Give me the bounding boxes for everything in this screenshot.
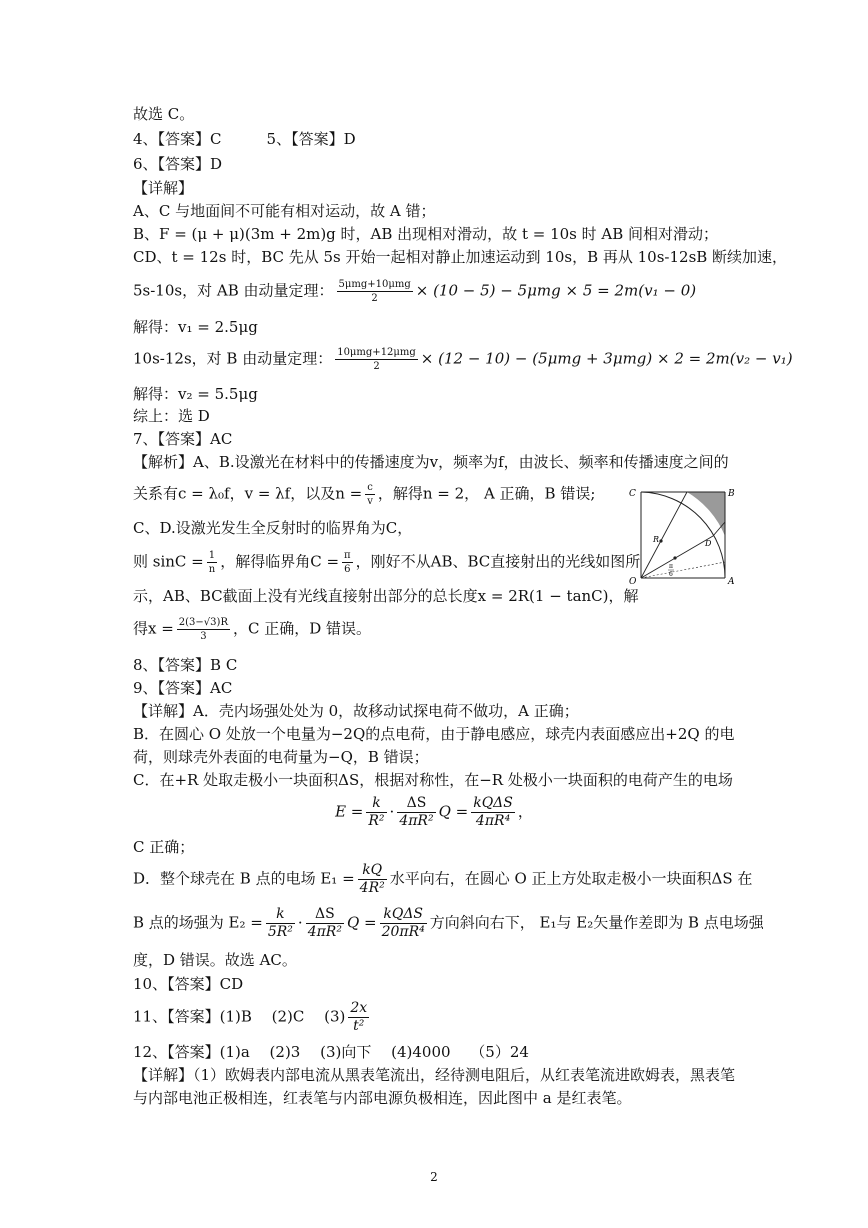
optics-figure: [625, 484, 743, 586]
label-d: D: [705, 539, 712, 548]
angle-den: 6: [669, 571, 673, 578]
equation-line: 则 sinC = $\frac{1}{n}$ ，解得临界角C = $\frac{\pi}{6}$ ，刚好不从AB、BC直接射出的光线如图所: [133, 550, 641, 575]
equation-line: 得x = $\frac{2(3-√3)R}{3}$ ，C 正确，D 错误。: [133, 617, 372, 642]
text-line: 解得：v₁ = 2.5μg: [133, 318, 258, 336]
text-line: 12、【答案】(1)a (2)3 (3)向下 (4)4000 （5）24: [133, 1043, 529, 1061]
equation-line: 关系有c = λ₀f，v = λf，以及n = $\frac{c}{v}$ ，解得n = 2， A 正确，B 错误;: [133, 482, 596, 507]
text-line: 4、【答案】C 5、【答案】D: [133, 130, 356, 148]
equation-line: 11、【答案】(1)B (2)C (3) $\frac{2x}{\text{t²}}$: [133, 1000, 368, 1034]
text-line: 【详解】A．壳内场强处处为 0，故移动试探电荷不做功，A 正确；: [133, 702, 579, 720]
text-line: 与内部电池正极相连，红表笔与内部电源负极相连，因此图中 a 是红表笔。: [133, 1089, 632, 1107]
text-line: 6、【答案】D: [133, 155, 223, 173]
label-c: C: [629, 489, 636, 499]
label-a: A: [728, 577, 735, 586]
text-line: 8、【答案】B C: [133, 656, 238, 674]
equation-line: D．整个球壳在 B 点的电场 E₁ = $\frac{kQ}{\text{4R²}}$ 水平向右，在圆心 O 正上方处取走极小一块面积ΔS 在: [133, 862, 753, 896]
text-line: B．在圆心 O 处放一个电量为−2Q的点电荷，由于静电感应，球壳内表面感应出+2Q 的电: [133, 725, 735, 743]
text-line: CD、t = 12s 时，BC 先从 5s 开始一起相对静止加速运动到 10s，B 再从 10s-12sB 断续加速，: [133, 248, 788, 266]
text-line: 故选 C。: [133, 105, 195, 123]
equation-line: E = $\frac{k}{\text{R²}}$ · $\frac{\Delta S}{\text{4πR²}}$ Q = $\frac{\text{kQΔS}}{\text{4πR⁴}}$ ，: [335, 795, 533, 829]
text-line: 解得：v₂ = 5.5μg: [133, 385, 258, 403]
shaded-region: [687, 492, 725, 536]
label-r: R: [653, 535, 660, 544]
text-line: 度，D 错误。故选 AC。: [133, 951, 297, 969]
text-line: 【解析】A、B.设激光在材料中的传播速度为v，频率为f，由波长、频率和传播速度之间的: [133, 453, 729, 471]
text-line: 7、【答案】AC: [133, 430, 233, 448]
page-number: 2: [430, 1170, 438, 1184]
text-line: A、C 与地面间不可能有相对运动，故 A 错；: [133, 202, 436, 220]
label-o: O: [629, 577, 637, 586]
text-line: 【详解】（1）欧姆表内部电流从黑表笔流出，经待测电阻后，从红表笔流进欧姆表，黑表笔: [133, 1066, 736, 1084]
equation-line: 5s-10s，对 AB 由动量定理： $\frac{\text{5μmg+10μmg}}{2}$ × (10 − 5) − 5μmg × 5 = 2m(v₁ − 0): [133, 279, 697, 304]
text-line: C、D.设激光发生全反射时的临界角为C，: [133, 519, 413, 537]
text-line: 9、【答案】AC: [133, 679, 233, 697]
text-line: C 正确；: [133, 838, 195, 856]
text-line: 综上：选 D: [133, 407, 210, 425]
text-line: C．在+R 处取走极小一块面积ΔS，根据对称性，在−R 处极小一块面积的电荷产生的电场: [133, 771, 733, 789]
text-line: 示，AB、BC截面上没有光线直接射出部分的总长度x = 2R(1 − tanC)，解: [133, 587, 639, 605]
equation-line: B 点的场强为 E₂ = $\frac{k}{\text{5R²}}$ · $\frac{\Delta S}{\text{4πR²}}$ Q = $\frac{\text{kQΔS}}{\text{20πR⁴}}$ 方向斜向右下， E₁与 E₂矢量作差即为 B 点电场强: [133, 906, 764, 940]
text-line: B、F = (μ + μ)(3m + 2m)g 时，AB 出现相对滑动，故 t = 10s 时 AB 间相对滑动；: [133, 225, 719, 243]
angle-num: π: [669, 563, 673, 570]
label-b: B: [728, 489, 735, 499]
text-line: 10、【答案】CD: [133, 975, 244, 993]
equation-line: 10s-12s，对 B 由动量定理： $\frac{\text{10μmg+12μmg}}{2}$ × (12 − 10) − (5μmg + 3μmg) × 2 = 2m(v₂ − v₁): [133, 347, 793, 372]
text-line: 【详解】: [133, 179, 194, 197]
text-line: 荷，则球壳外表面的电荷量为−Q，B 错误；: [133, 748, 429, 766]
